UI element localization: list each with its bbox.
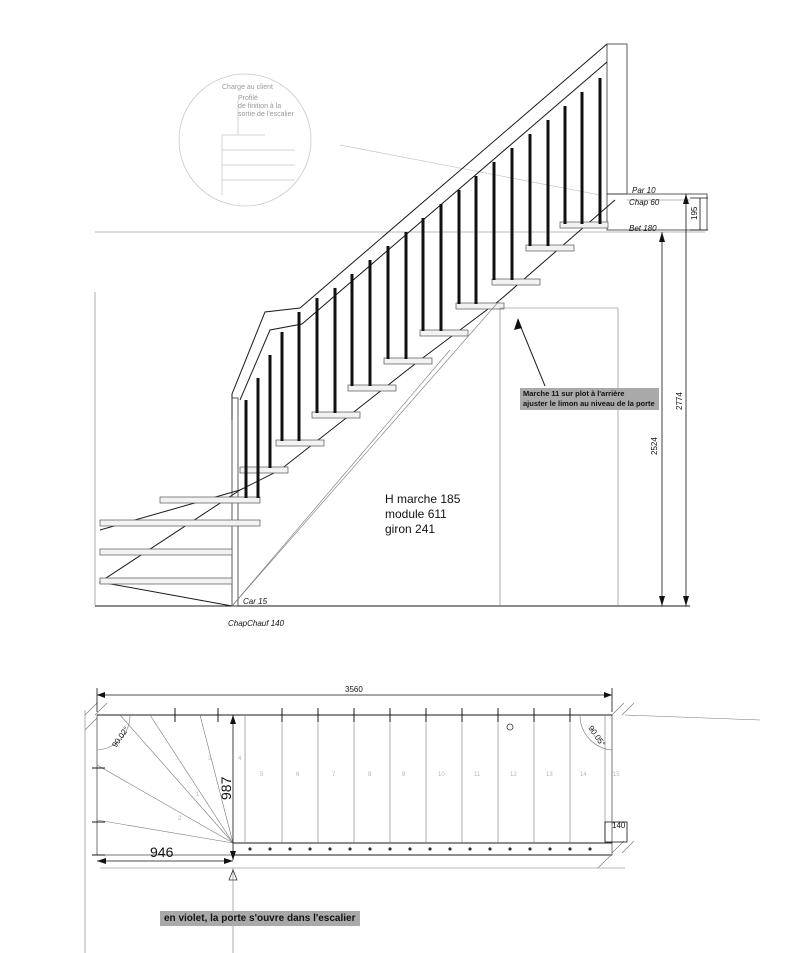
spec-giron: giron 241 <box>385 522 436 536</box>
dim-3560: 3560 <box>345 685 363 694</box>
step-number: 9 <box>402 772 406 778</box>
detail-leader-line <box>340 145 600 195</box>
stringer-lower <box>100 490 240 606</box>
step-number: 6 <box>296 772 300 778</box>
label-chapchauf: ChapChauf 140 <box>228 619 285 628</box>
note-marche-line1: Marche 11 sur plot à l'arrière <box>523 389 625 398</box>
tread <box>348 385 396 391</box>
label-chap: Chap 60 <box>629 198 660 207</box>
detail-circle <box>179 74 311 206</box>
spec-module: module 611 <box>385 507 447 521</box>
tread <box>100 578 232 584</box>
note-door: en violet, la porte s'ouvre dans l'escalier <box>160 911 360 926</box>
label-par: Par 10 <box>632 186 656 195</box>
balusters <box>246 78 600 498</box>
dim-946: 946 <box>150 844 174 860</box>
plan-right-wall-ext <box>625 715 760 720</box>
detail-text-4: sortie de l'escalier <box>238 111 294 118</box>
note-marche-11 <box>520 388 659 410</box>
understair-diagonal <box>232 300 500 606</box>
detail-circle-outline <box>179 74 311 206</box>
note-marche-line2: ajuster le limon au niveau de la porte <box>523 399 655 408</box>
step-number: 11 <box>474 772 481 778</box>
dim-987: 987 <box>218 776 234 800</box>
detail-text-2: Profilé <box>238 95 258 102</box>
angle-left: 90.02° <box>110 724 131 750</box>
step-dividers <box>97 715 608 843</box>
dim-140: 140 <box>612 821 626 830</box>
stair-outline <box>97 715 612 855</box>
step-number: 10 <box>438 772 445 778</box>
step-number: 8 <box>368 772 372 778</box>
tread <box>100 520 260 526</box>
tread <box>384 358 432 364</box>
stair-specs <box>385 492 470 537</box>
tread <box>492 279 540 285</box>
step-number: 15 <box>613 772 620 778</box>
step-number: 13 <box>546 772 553 778</box>
label-car: Car 15 <box>243 597 268 606</box>
step-number: 3 <box>208 756 212 762</box>
elevation-view <box>95 44 708 628</box>
step-numbers <box>178 756 620 822</box>
note-arrow <box>518 320 545 386</box>
step-number: 5 <box>260 772 264 778</box>
arrowhead <box>514 318 522 330</box>
upper-newel-post <box>607 44 627 194</box>
dim-2524: 2524 <box>650 437 659 455</box>
door-frame <box>500 308 618 606</box>
tread <box>420 330 468 336</box>
angle-right: 90.05° <box>586 723 608 749</box>
step-number: 7 <box>332 772 336 778</box>
detail-text-1: Charge au client <box>222 84 273 91</box>
step-number: 12 <box>510 772 517 778</box>
dim-2774: 2774 <box>675 392 684 410</box>
tread <box>100 549 232 555</box>
step-number: 14 <box>580 772 587 778</box>
step-number: 1 <box>196 792 200 798</box>
detail-text-3: de finition à la <box>238 103 282 110</box>
step-number: 2 <box>178 816 182 822</box>
dim-195: 195 <box>690 206 699 220</box>
tread <box>526 245 574 251</box>
plan-baluster-dots <box>248 724 591 851</box>
label-bet: Bet 180 <box>629 224 657 233</box>
spec-h-marche: H marche 185 <box>385 492 461 506</box>
step-number: 4 <box>238 756 242 762</box>
